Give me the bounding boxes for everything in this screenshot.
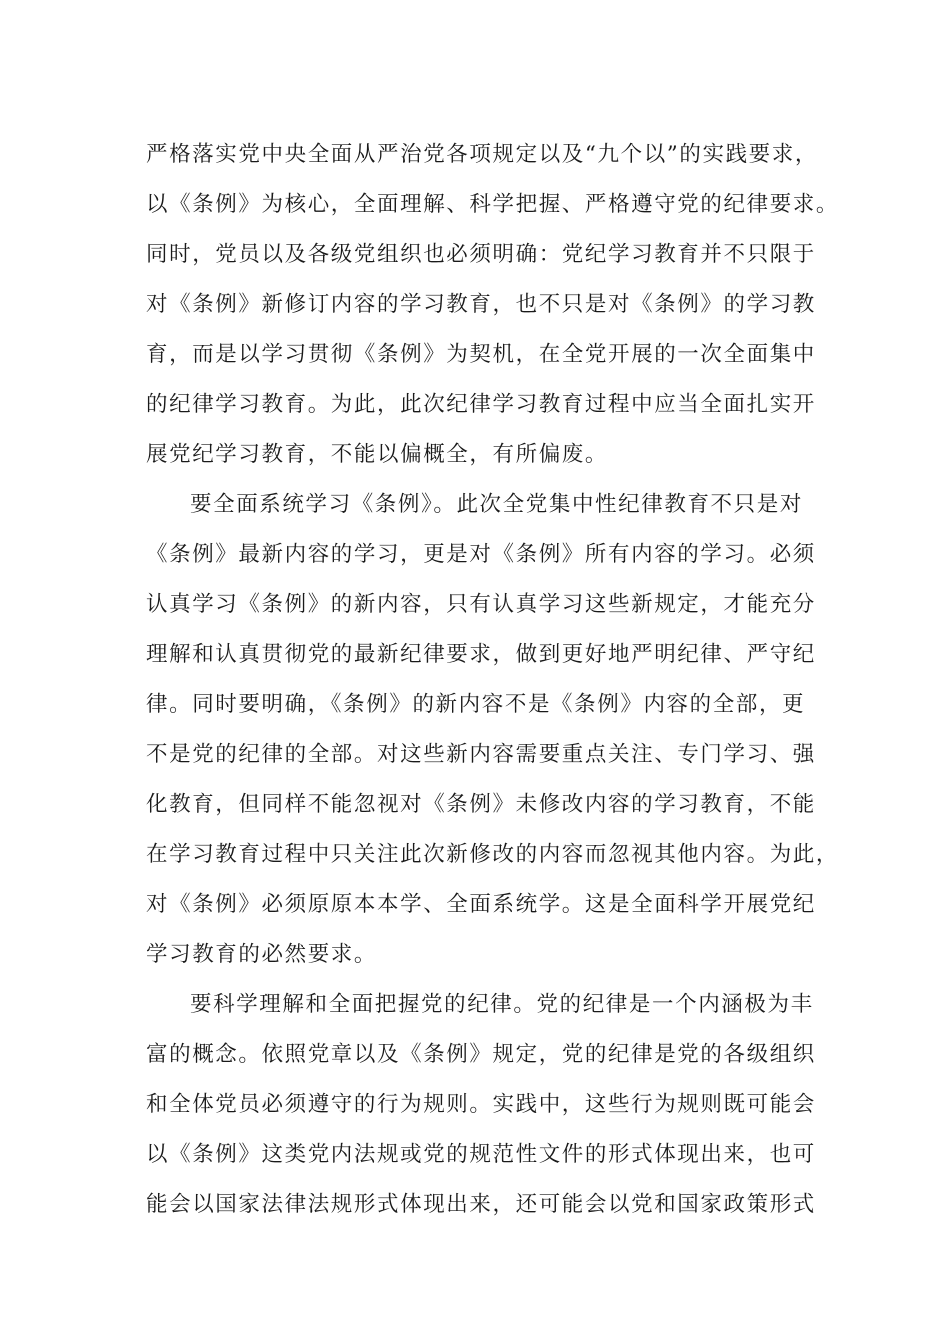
text-line: 理解和认真贯彻党的最新纪律要求，做到更好地严明纪律、严守纪: [146, 642, 816, 667]
document-body: [146, 130, 840, 1230]
text-line: 展党纪学习教育，不能以偏概全，有所偏废。: [146, 442, 609, 467]
text-line: 的纪律学习教育。为此，此次纪律学习教育过程中应当全面扎实开: [146, 392, 816, 417]
text-line: 和全体党员必须遵守的行为规则。实践中，这些行为规则既可能会: [146, 1092, 816, 1117]
text-line: 能会以国家法律法规形式体现出来，还可能会以党和国家政策形式: [146, 1192, 816, 1217]
text-line: 学习教育的必然要求。: [146, 942, 378, 967]
text-line: 以《条例》这类党内法规或党的规范性文件的形式体现出来，也可: [146, 1142, 816, 1167]
text-line: 要全面系统学习《条例》。此次全党集中性纪律教育不只是对: [190, 492, 803, 517]
text-line: 以《条例》为核心，全面理解、科学把握、严格遵守党的纪律要求。: [146, 192, 840, 217]
text-line: 同时，党员以及各级党组织也必须明确：党纪学习教育并不只限于: [146, 242, 816, 267]
text-line: 认真学习《条例》的新内容，只有认真学习这些新规定，才能充分: [146, 592, 816, 617]
text-line: 《条例》最新内容的学习，更是对《条例》所有内容的学习。必须: [146, 542, 816, 567]
text-line: 化教育，但同样不能忽视对《条例》未修改内容的学习教育，不能: [146, 792, 816, 817]
text-line: 不是党的纪律的全部。对这些新内容需要重点关注、专门学习、强: [146, 742, 816, 767]
text-line: 对《条例》必须原原本本学、全面系统学。这是全面科学开展党纪: [146, 892, 816, 917]
text-line: 在学习教育过程中只关注此次新修改的内容而忽视其他内容。为此，: [146, 842, 840, 867]
text-line: 对《条例》新修订内容的学习教育，也不只是对《条例》的学习教: [146, 292, 816, 317]
text-line: 富的概念。依照党章以及《条例》规定，党的纪律是党的各级组织: [146, 1042, 816, 1067]
text-line: 育，而是以学习贯彻《条例》为契机，在全党开展的一次全面集中: [146, 342, 816, 367]
text-line: 严格落实党中央全面从严治党各项规定以及“九个以”的实践要求，: [146, 142, 818, 167]
text-line: 要科学理解和全面把握党的纪律。党的纪律是一个内涵极为丰: [190, 992, 814, 1017]
text-line: 律。同时要明确，《条例》的新内容不是《条例》内容的全部，更: [146, 692, 806, 717]
